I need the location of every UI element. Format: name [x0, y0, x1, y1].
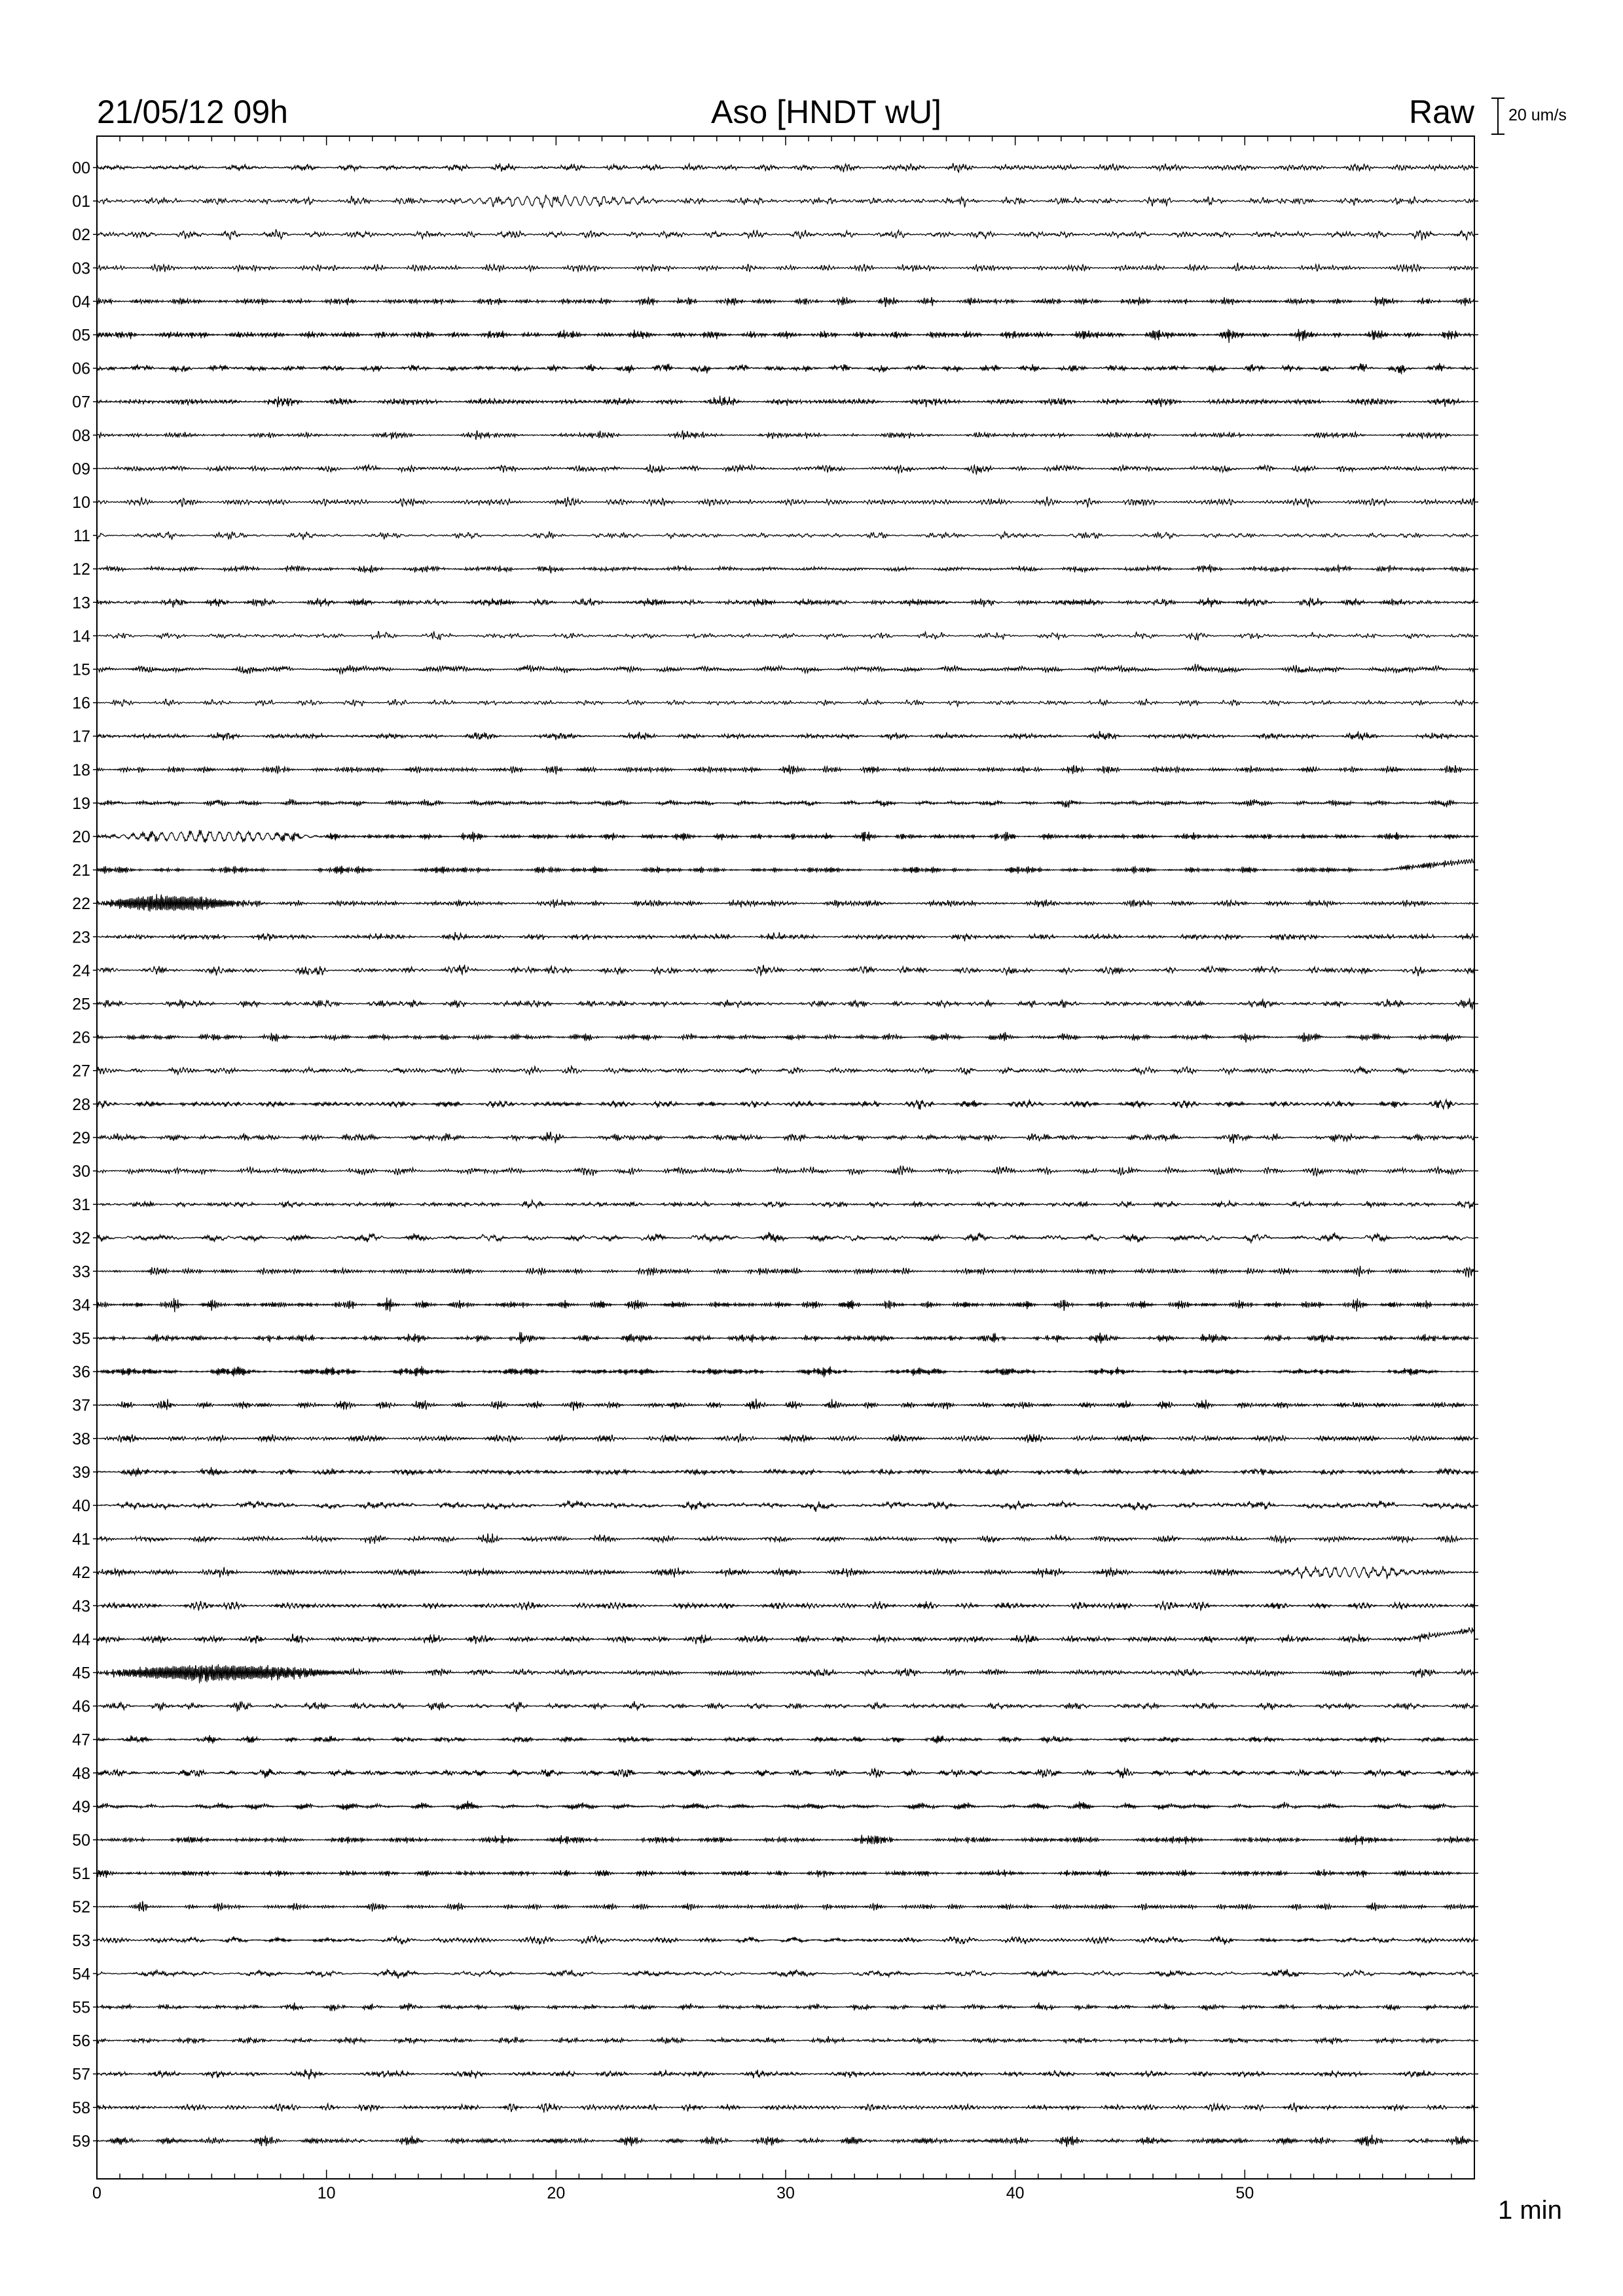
trace-line [97, 1399, 1474, 1411]
row-label: 29 [72, 1128, 90, 1147]
trace-line [97, 1566, 1474, 1579]
row-label: 15 [72, 660, 90, 679]
row-label: 01 [72, 192, 90, 211]
trace-line [97, 1033, 1474, 1043]
row-label: 00 [72, 159, 90, 177]
row-label: 39 [72, 1463, 90, 1482]
x-tick-label: 40 [1006, 2184, 1025, 2202]
x-tick-label: 30 [776, 2184, 795, 2202]
trace-line [97, 1701, 1474, 1712]
row-label: 30 [72, 1162, 90, 1181]
trace-line [97, 1100, 1474, 1109]
trace-line [97, 631, 1474, 640]
trace-line [97, 1467, 1474, 1477]
trace-line [97, 1297, 1474, 1312]
row-label: 37 [72, 1396, 90, 1415]
waveform-traces [97, 164, 1474, 2147]
trace-line [97, 799, 1474, 808]
trace-line [97, 1232, 1474, 1242]
trace-line [97, 431, 1474, 440]
row-label: 58 [72, 2098, 90, 2117]
trace-line [97, 1601, 1474, 1611]
row-label: 07 [72, 393, 90, 412]
trace-line [97, 2135, 1474, 2147]
trace-line [97, 262, 1474, 272]
row-label: 19 [72, 794, 90, 813]
trace-line [97, 894, 1474, 912]
trace-line [97, 1332, 1474, 1344]
x-tick-labels [92, 2184, 1254, 2202]
row-label: 44 [72, 1630, 90, 1649]
row-label: 56 [72, 2032, 90, 2051]
trace-line [97, 1500, 1474, 1512]
row-label: 46 [72, 1697, 90, 1716]
trace-line [97, 1901, 1474, 1912]
trace-line [97, 1266, 1474, 1278]
trace-line [97, 1801, 1474, 1810]
row-label: 08 [72, 426, 90, 445]
row-label: 10 [72, 493, 90, 512]
row-label: 40 [72, 1497, 90, 1515]
x-tick-label: 50 [1235, 2184, 1254, 2202]
row-label: 14 [72, 627, 90, 646]
row-label: 41 [72, 1530, 90, 1549]
row-label: 54 [72, 1965, 90, 1984]
row-label: 28 [72, 1095, 90, 1114]
row-label: 12 [72, 560, 90, 579]
row-label: 34 [72, 1296, 90, 1315]
row-label: 57 [72, 2065, 90, 2084]
row-label: 05 [72, 326, 90, 345]
trace-line [97, 229, 1474, 240]
row-label: 09 [72, 459, 90, 478]
row-label: 03 [72, 259, 90, 278]
row-label: 59 [72, 2132, 90, 2151]
mode-label: Raw [1408, 94, 1474, 130]
trace-line [97, 598, 1474, 607]
row-label: 43 [72, 1597, 90, 1616]
row-label: 52 [72, 1898, 90, 1917]
row-label: 26 [72, 1028, 90, 1047]
trace-line [97, 329, 1474, 343]
station-title: Aso [HNDT wU] [711, 94, 941, 130]
row-label: 45 [72, 1664, 90, 1683]
row-label: 25 [72, 995, 90, 1014]
row-label: 17 [72, 727, 90, 746]
row-label: 47 [72, 1731, 90, 1749]
trace-line [97, 765, 1474, 775]
row-label: 24 [72, 961, 90, 980]
trace-line [97, 1534, 1474, 1544]
trace-line [97, 1132, 1474, 1143]
trace-line [97, 1200, 1474, 1209]
trace-line [97, 965, 1474, 976]
trace-line [97, 664, 1474, 673]
row-label: 18 [72, 761, 90, 780]
row-label: 51 [72, 1865, 90, 1884]
trace-line [97, 1768, 1474, 1778]
row-label: 35 [72, 1329, 90, 1348]
trace-line [97, 1935, 1474, 1945]
row-label: 04 [72, 293, 90, 312]
row-label: 20 [72, 828, 90, 846]
row-label: 16 [72, 694, 90, 713]
trace-line [97, 363, 1474, 374]
trace-line [97, 859, 1474, 874]
row-labels [72, 159, 1478, 2151]
row-label: 53 [72, 1931, 90, 1950]
row-label: 38 [72, 1429, 90, 1448]
x-axis-unit-label: 1 min [1498, 2196, 1562, 2225]
trace-line [97, 1835, 1474, 1845]
trace-line [97, 1869, 1474, 1878]
trace-line [97, 1433, 1474, 1443]
trace-line [97, 699, 1474, 706]
trace-line [97, 531, 1474, 539]
trace-line [97, 396, 1474, 408]
row-label: 55 [72, 1998, 90, 2017]
row-label: 02 [72, 226, 90, 245]
trace-line [97, 2003, 1474, 2011]
row-label: 33 [72, 1263, 90, 1282]
x-tick-label: 0 [92, 2184, 101, 2202]
trace-line [97, 1066, 1474, 1075]
x-tick-label: 20 [547, 2184, 566, 2202]
amplitude-scale-bar [1491, 98, 1567, 134]
row-label: 49 [72, 1797, 90, 1816]
row-label: 42 [72, 1564, 90, 1583]
trace-line [97, 1628, 1474, 1644]
trace-line [97, 1735, 1474, 1744]
trace-line [97, 932, 1474, 941]
trace-line [97, 1664, 1474, 1683]
trace-line [97, 564, 1474, 573]
trace-line [97, 999, 1474, 1009]
row-label: 13 [72, 594, 90, 613]
trace-line [97, 1166, 1474, 1176]
trace-line [97, 1969, 1474, 1979]
row-label: 21 [72, 861, 90, 880]
row-label: 11 [73, 527, 90, 546]
trace-line [97, 465, 1474, 475]
trace-line [97, 1366, 1474, 1377]
row-label: 31 [72, 1196, 90, 1215]
row-label: 36 [72, 1363, 90, 1382]
date-hour-label: 21/05/12 09h [97, 94, 288, 130]
trace-line [97, 830, 1474, 842]
row-label: 50 [72, 1831, 90, 1850]
trace-line [97, 195, 1474, 207]
trace-line [97, 2069, 1474, 2079]
trace-line [97, 2103, 1474, 2113]
trace-line [97, 297, 1474, 307]
trace-line [97, 497, 1474, 507]
trace-line [97, 731, 1474, 740]
row-label: 27 [72, 1062, 90, 1081]
trace-line [97, 2036, 1474, 2045]
row-label: 48 [72, 1764, 90, 1783]
row-label: 22 [72, 895, 90, 914]
row-label: 32 [72, 1229, 90, 1248]
row-label: 06 [72, 359, 90, 378]
row-label: 23 [72, 928, 90, 947]
scale-bar-label: 20 um/s [1508, 106, 1567, 124]
trace-line [97, 164, 1474, 173]
x-tick-label: 10 [317, 2184, 336, 2202]
